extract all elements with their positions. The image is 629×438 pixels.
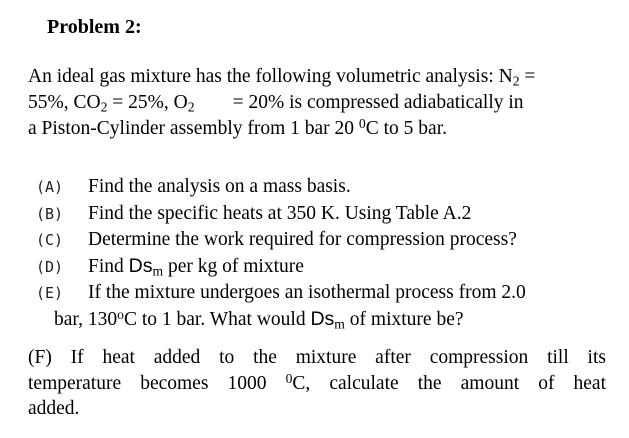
intro-line-3 [28,116,608,142]
question-b [36,201,611,228]
question-text: Find [88,255,129,277]
intro-line-1 [28,64,608,90]
intro-text: = [519,66,536,87]
intro-text: An ideal gas mixture has the following volumetric analysis: N [28,66,513,87]
mixture-subscript: m [152,262,164,278]
question-text: bar, 130 [54,308,118,330]
question-text: of mixture be? [344,308,464,330]
question-f [28,345,606,422]
question-f-line-3: added. [28,398,80,419]
question-e [36,280,611,307]
problem-title: Problem 2: [47,16,142,38]
question-e-continued [36,307,611,333]
intro-text: a Piston-Cylinder assembly from 1 bar 20 [28,118,359,139]
entropy-symbol: Ds [310,307,335,330]
sub-question-list [36,174,611,332]
degree-superscript: 0 [358,115,366,131]
question-text: Find the analysis on a mass basis. [88,176,351,197]
co2-subscript: 2 [100,99,108,115]
question-text: Find the specific heats at 350 K. Using Table A.2 [88,202,472,224]
question-d [36,254,611,281]
entropy-symbol: Ds [128,254,153,277]
intro-text: C to 5 bar. [365,118,447,139]
intro-text: = 20% is compressed adiabatically in [232,92,524,113]
question-label: (B) [36,204,64,223]
question-text: C to 1 bar. What would [123,308,311,330]
degree-superscript: o [117,306,124,322]
question-text: Determine the work required for compression process? [88,229,517,250]
problem-intro [28,64,608,142]
mixture-subscript: m [334,315,345,331]
question-text: temperature becomes 1000 [28,372,286,394]
question-label: (C) [36,231,64,249]
intro-text: 55%, CO [28,92,101,113]
question-label: (A) [36,178,64,196]
intro-line-2 [28,90,608,116]
question-f-line-1: (F) If heat added to the mixture after compression till its [28,347,606,368]
question-text: C, calculate the amount of heat [292,372,606,394]
intro-text: = 25%, O [107,92,188,113]
question-f-line-2 [28,371,606,397]
n2-subscript: 2 [512,73,520,89]
question-label: (E) [36,284,64,302]
question-a [36,174,611,201]
degree-superscript: 0 [285,370,293,386]
o2-subscript: 2 [187,99,195,115]
question-text: If the mixture undergoes an isothermal process from 2.0 [88,282,526,303]
question-label: (D) [36,257,64,276]
question-text: per kg of mixture [163,255,304,277]
question-c [36,227,611,254]
